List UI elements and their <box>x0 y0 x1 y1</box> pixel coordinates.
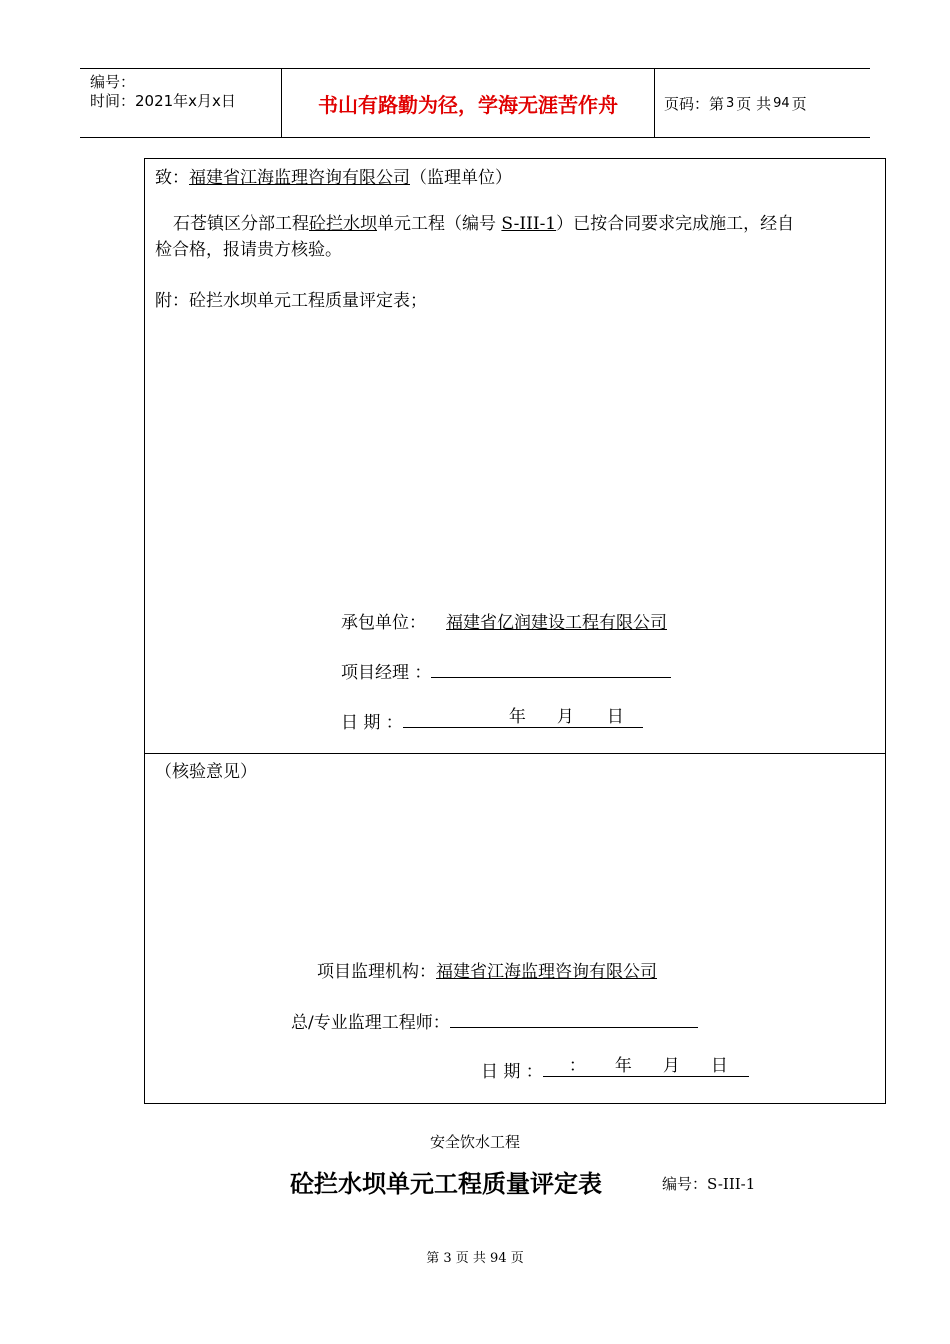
table-code: 编号：S-III-1 <box>662 1175 756 1193</box>
motto: 书山有路勤为径，学海无涯苦作舟 <box>318 92 618 117</box>
to-label: 致： <box>155 168 189 188</box>
engineer-label: 总/专业监理工程师： <box>291 1013 450 1033</box>
manager-line <box>341 658 671 683</box>
project-code: S-III-1 <box>501 214 557 234</box>
attachment-line: 附：砼拦水坝单元工程质量评定表； <box>155 291 427 311</box>
date-month: 月 <box>556 707 574 727</box>
section-divider <box>145 753 885 754</box>
date-year: 年 <box>508 707 526 727</box>
date2-label: 日 期 ： <box>481 1062 543 1082</box>
page-footer: 第 3 页 共 94 页 <box>426 1251 524 1266</box>
date2-day: 日 <box>710 1056 728 1076</box>
page-number: 3 <box>726 95 735 111</box>
document-header <box>80 68 870 138</box>
code-label: 编号： <box>90 73 136 91</box>
contractor-label: 承包单位： <box>341 613 426 633</box>
header-meta <box>90 73 236 111</box>
recipient-role: （监理单位） <box>410 168 512 188</box>
page-suffix: 页 <box>791 94 807 113</box>
body-line-2: 检合格，报请贵方核验。 <box>155 240 342 260</box>
page-prefix: 页码：第 <box>664 94 725 113</box>
engineer-line <box>291 1008 698 1033</box>
body-text: 单元工程（编号 <box>377 214 496 234</box>
date2-field[interactable] <box>543 1058 749 1077</box>
page-total: 94 <box>773 95 790 111</box>
recipient-company: 福建省江海监理咨询有限公司 <box>189 168 410 188</box>
body-text: ）已按合同要求完成施工，经自 <box>556 214 795 234</box>
supervisor-line <box>317 957 657 982</box>
body-line-1 <box>173 209 794 234</box>
manager-label: 项目经理 ： <box>341 663 432 683</box>
date2-colon: ： <box>568 1056 586 1076</box>
manager-signature-field[interactable] <box>431 659 671 678</box>
header-divider <box>654 69 655 137</box>
supervisor-name: 福建省江海监理咨询有限公司 <box>436 962 657 982</box>
page-mid: 页 共 <box>736 94 772 113</box>
engineer-signature-field[interactable] <box>450 1009 698 1028</box>
date2-line <box>481 1057 749 1082</box>
date-label: 日 期 ： <box>341 713 403 733</box>
supervisor-label: 项目监理机构： <box>317 962 436 982</box>
page-indicator <box>664 69 807 137</box>
time-label: 时间：2021年x月x日 <box>90 92 236 110</box>
date2-year: 年 <box>614 1056 632 1076</box>
date-line <box>341 708 643 733</box>
contractor-line <box>341 608 667 633</box>
date-field[interactable] <box>403 709 643 728</box>
project-name: 砼拦水坝 <box>309 214 377 234</box>
project-title: 安全饮水工程 <box>429 1133 520 1151</box>
review-label: （核验意见） <box>155 762 257 782</box>
recipient-line <box>155 163 512 188</box>
application-form <box>144 158 886 1104</box>
table-title: 砼拦水坝单元工程质量评定表 <box>290 1170 602 1198</box>
date-day: 日 <box>606 707 624 727</box>
date2-month: 月 <box>662 1056 680 1076</box>
body-text: 石苍镇区分部工程 <box>173 214 309 234</box>
contractor-name: 福建省亿润建设工程有限公司 <box>446 613 667 633</box>
